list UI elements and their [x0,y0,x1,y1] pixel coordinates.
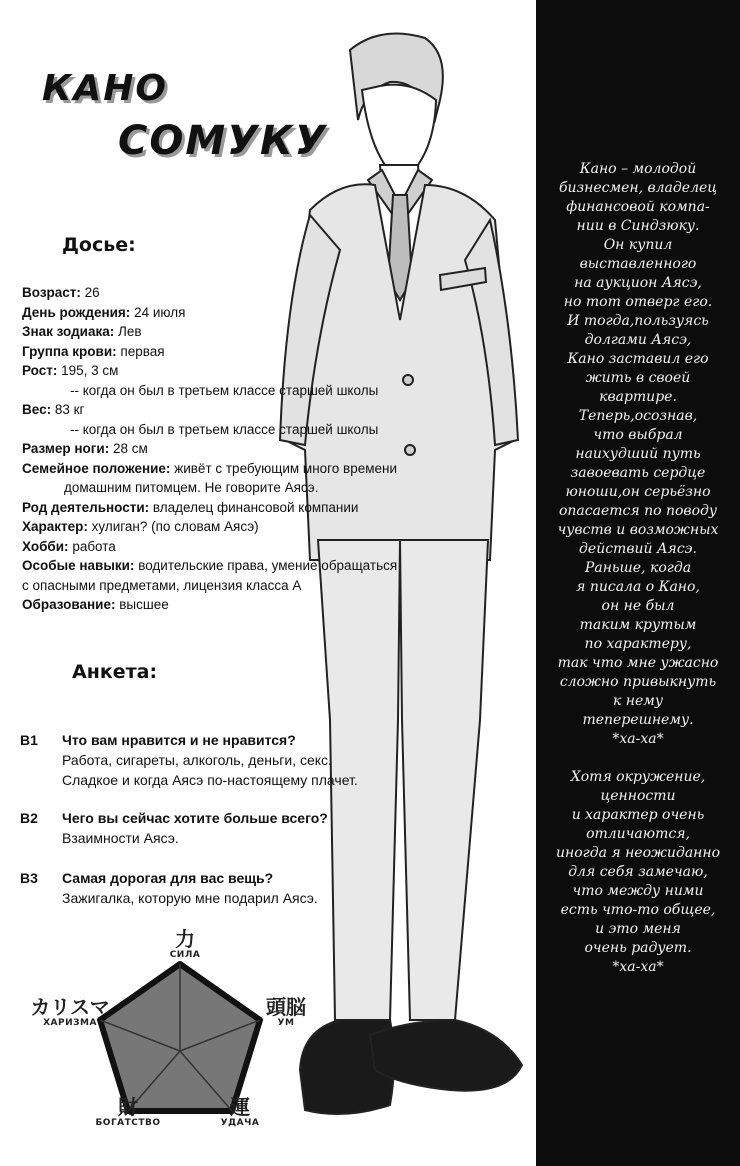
dossier-row: Знак зодиака: Лев [22,324,142,339]
question-block [20,730,358,790]
side-note [540,160,736,977]
dossier-row: Группа крови: первая [22,343,165,359]
title-line-2: СОМУКУ [118,118,328,164]
pentagon-graphic [20,926,330,1166]
dossier-list [22,283,532,615]
dossier-row: Род деятельности: владелец финансовой компании [22,499,359,515]
dossier-row: Размер ноги: 28 см [22,441,148,456]
dossier-row: Возраст: 26 [22,285,100,300]
dossier-heading: Досье: [62,234,136,256]
dossier-row: с опасными предметами, лицензия класса А [22,577,302,593]
dossier-row: Особые навыки: водительские права, умение обращаться [22,558,398,573]
questionnaire-heading: Анкета: [72,661,158,683]
dossier-row: Семейное положение: живёт с требующим много времени [22,460,398,476]
title-line-1: КАНО [42,68,169,109]
question: В3 Самая дорогая для вас вещь? [20,870,274,886]
dossier-row: Вес: 83 кг [22,402,85,417]
question: В1 Что вам нравится и не нравится? [20,732,296,748]
dossier-row: Образование: высшее [22,597,169,612]
stat-charisma: カリスマ ХАРИЗМА [30,995,110,1028]
answer: Взаимности Аясэ. [62,830,179,846]
stat-wealth: 財 БОГАТСТВО [95,1095,161,1128]
dossier-row: Характер: хулиган? (по словам Аясэ) [22,519,259,534]
question-block [20,808,328,848]
answer: Работа, сигареты, алкоголь, деньги, секс. [62,752,332,768]
side-note-paragraph-1: Кано – молодой бизнесмен, владелец финансовой компа- нии в Синдзюку. Он купил выставленного на аукцион Аясэ, но тот отверг его. И тогда,пользуясь долгами Аясэ, Кано заставил его жить в своей квартире. Теперь,осознав, что выбрал наихудший путь завоевать сердце юноши,он серьёзно опасается по поводу чувств и возможных действий Аясэ. Раньше, когда я писала о Кано, он не был таким крутым по характеру, так что мне ужасно сложно привыкнуть к нему теперешнему. *ха-ха* [557,161,719,747]
dossier-row: День рождения: 24 июля [22,304,186,320]
stat-intellect: 頭脳 УМ [266,995,306,1028]
question: В2 Чего вы сейчас хотите больше всего? [20,810,328,826]
stat-pentagon-chart [20,926,330,1166]
dossier-row: -- когда он был в третьем классе старшей школы [70,421,379,437]
stat-luck: 運 УДАЧА [220,1095,260,1128]
dossier-row: Хобби: работа [22,538,116,554]
question-block [20,868,318,908]
stat-strength: 力 СИЛА [169,927,201,960]
dossier-row: Рост: 195, 3 см [22,363,119,378]
answer: Зажигалка, которую мне подарил Аясэ. [62,890,318,906]
answer: Сладкое и когда Аясэ по-настоящему плачет. [62,772,358,788]
side-note-paragraph-2: Хотя окружение, ценности и характер очень отличаются, иногда я неожиданно для себя замечаю, что между ними есть что-то общее, и это меня очень радует. *ха-ха* [555,769,721,975]
dossier-row: домашним питомцем. Не говорите Аясэ. [64,480,319,495]
dossier-row: -- когда он был в третьем классе старшей школы [70,382,379,398]
